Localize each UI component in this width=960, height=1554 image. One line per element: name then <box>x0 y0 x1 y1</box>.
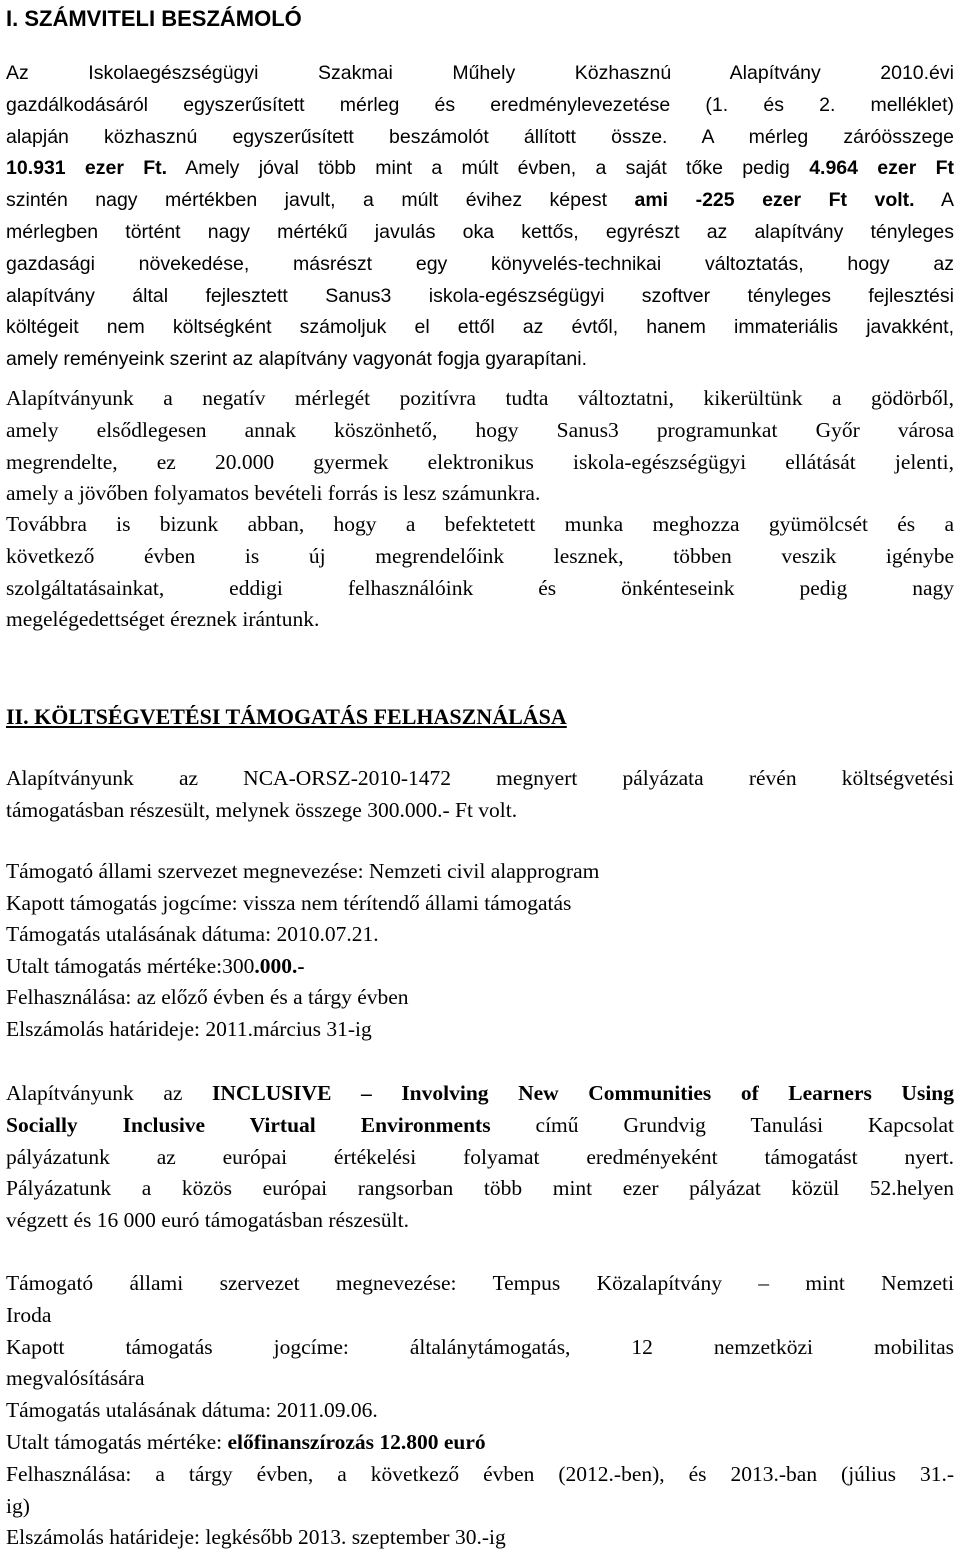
grant-legal-title-cont: megvalósítására <box>6 1366 145 1391</box>
grant-organization: Támogató állami szervezet megnevezése: Tempus Közalapítvány – mint Nemzeti <box>6 1271 954 1295</box>
grant-usage: Felhasználása: a tárgy évben, a következő évben (2012.-ben), és 2013.-ban (július 31.- <box>6 1461 954 1486</box>
paragraph-line: pályázatunk az európai értékelési folyamat eredményeként támogatást nyert. <box>6 1144 954 1169</box>
paragraph-line: 10.931 ezer Ft. Amely jóval több mint a múlt évben, a saját tőke pedig 4.964 ezer Ft <box>6 157 954 180</box>
section2-intro <box>6 763 954 827</box>
section1-paragraph-3 <box>6 509 954 636</box>
grant-transfer-date: Támogatás utalásának dátuma: 2010.07.21. <box>6 922 379 946</box>
paragraph-line: Alapítványunk a negatív mérlegét pozitívra tudta változtatni, kikerültünk a gödörből, <box>6 386 954 410</box>
grant-amount: Utalt támogatás mértéke:300.000.- <box>6 953 305 978</box>
section1-paragraph-1 <box>6 58 954 376</box>
section1-title: I. SZÁMVITELI BESZÁMOLÓ <box>6 6 302 31</box>
paragraph-line: Socially Inclusive Virtual Environments című Grundvig Tanulási Kapcsolat <box>6 1112 954 1137</box>
paragraph-line: Továbbra is bizunk abban, hogy a befektetett munka meghozza gyümölcsét és a <box>6 512 954 536</box>
grant-organization: Támogató állami szervezet megnevezése: Nemzeti civil alapprogram <box>6 859 600 883</box>
paragraph-line: Pályázatunk a közös európai rangsorban több mint ezer pályázat közül 52.helyen <box>6 1176 954 1201</box>
paragraph-line: megelégedettséget éreznek irántunk. <box>6 607 320 632</box>
paragraph-line: amely elsődlegesen annak köszönhető, hogy Sanus3 programunkat Győr városa <box>6 417 954 442</box>
paragraph-line: megrendelte, ez 20.000 gyermek elektronikus iskola-egészségügyi ellátását jelenti, <box>6 449 954 474</box>
grant-deadline: Elszámolás határideje: legkésőbb 2013. szeptember 30.-ig <box>6 1525 506 1550</box>
paragraph-line: költégeit nem költségként számoljuk el ettől az évtől, hanem immateriális javakként, <box>6 316 954 339</box>
paragraph-line: szolgáltatásainkat, eddigi felhasználóink és önkénteseink pedig nagy <box>6 575 954 600</box>
grant-1-details <box>6 856 954 1045</box>
paragraph-line: Az Iskolaegészségügyi Szakmai Műhely Közhasznú Alapítvány 2010.évi <box>6 62 954 84</box>
grant-legal-title: Kapott támogatás jogcíme: általánytámogatás, 12 nemzetközi mobilitas <box>6 1334 954 1359</box>
grant-2-details <box>6 1268 954 1554</box>
paragraph-line: gazdasági növekedése, másrészt egy könyvelés-technikai változtatás, hogy az <box>6 252 954 275</box>
grant-organization-cont: Iroda <box>6 1302 52 1327</box>
grant-legal-title: Kapott támogatás jogcíme: vissza nem térítendő állami támogatás <box>6 890 572 915</box>
paragraph-line: szintén nagy mértékben javult, a múlt évihez képest ami -225 ezer Ft volt. A <box>6 189 954 212</box>
grant-transfer-date: Támogatás utalásának dátuma: 2011.09.06. <box>6 1398 378 1423</box>
paragraph-line: Alapítványunk az NCA-ORSZ-2010-1472 megnyert pályázata révén költségvetési <box>6 766 954 790</box>
paragraph-line: végzett és 16 000 euró támogatásban részesült. <box>6 1208 409 1233</box>
paragraph-line: amely reményeink szerint az alapítvány vagyonát fogja gyarapítani. <box>6 348 587 371</box>
paragraph-line: Alapítványunk az INCLUSIVE – Involving New Communities of Learners Using <box>6 1081 954 1105</box>
paragraph-line: alapján közhasznú egyszerűsített beszámolót állított össze. A mérleg záróösszege <box>6 125 954 148</box>
section1-paragraph-2 <box>6 383 954 510</box>
paragraph-line: amely a jövőben folyamatos bevételi forrás is lesz számunkra. <box>6 481 541 506</box>
section2-title: II. KÖLTSÉGVETÉSI TÁMOGATÁS FELHASZNÁLÁSA <box>6 704 567 729</box>
paragraph-line: támogatásban részesült, melynek összege 300.000.- Ft volt. <box>6 797 518 822</box>
paragraph-line: következő évben is új megrendelőink lesznek, többen veszik igénybe <box>6 543 954 568</box>
grant-usage: Felhasználása: az előző évben és a tárgy évben <box>6 985 409 1009</box>
grant-usage-cont: ig) <box>6 1493 30 1518</box>
inclusive-paragraph <box>6 1078 954 1237</box>
grant-deadline: Elszámolás határideje: 2011.március 31-ig <box>6 1016 372 1041</box>
paragraph-line: gazdálkodásáról egyszerűsített mérleg és eredménylevezetése (1. és 2. melléklet) <box>6 93 954 116</box>
grant-amount: Utalt támogatás mértéke: előfinanszírozás 12.800 euró <box>6 1429 486 1454</box>
paragraph-line: mérlegben történt nagy mértékű javulás oka kettős, egyrészt az alapítvány tényleges <box>6 220 954 243</box>
paragraph-line: alapítvány által fejlesztett Sanus3 iskola-egészségügyi szoftver tényleges fejlesztési <box>6 284 954 307</box>
